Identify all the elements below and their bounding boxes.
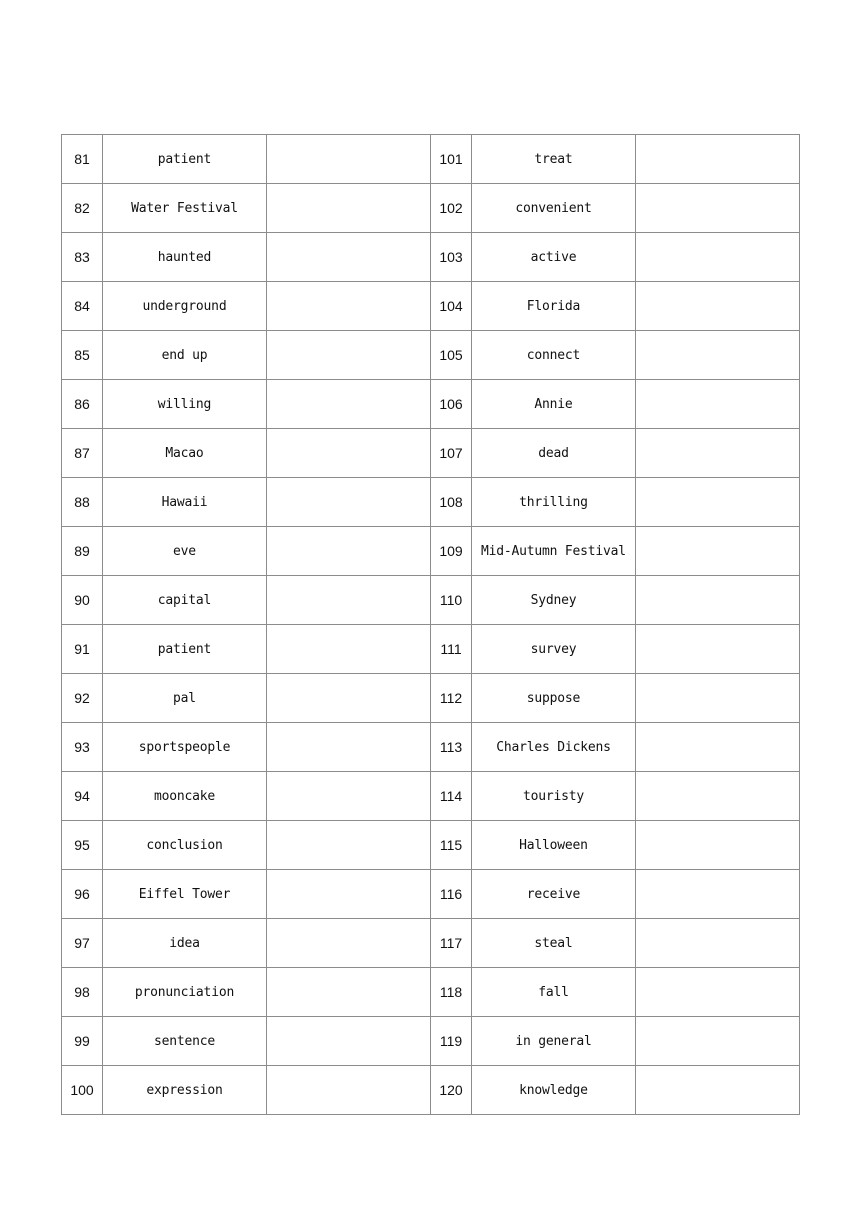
left-item-number: 92 — [62, 674, 103, 723]
left-item-number: 88 — [62, 478, 103, 527]
right-answer-blank — [636, 772, 800, 821]
right-vocabulary-word: survey — [472, 625, 636, 674]
right-answer-blank — [636, 331, 800, 380]
right-vocabulary-word: Annie — [472, 380, 636, 429]
right-answer-blank — [636, 282, 800, 331]
right-item-number: 118 — [431, 968, 472, 1017]
left-answer-blank — [267, 625, 431, 674]
left-vocabulary-word: Water Festival — [103, 184, 267, 233]
left-vocabulary-word: Macao — [103, 429, 267, 478]
vocabulary-table — [61, 134, 800, 1115]
right-item-number: 105 — [431, 331, 472, 380]
left-item-number: 87 — [62, 429, 103, 478]
table-row — [62, 184, 800, 233]
right-vocabulary-word: dead — [472, 429, 636, 478]
table-row — [62, 772, 800, 821]
right-vocabulary-word: Charles Dickens — [472, 723, 636, 772]
left-vocabulary-word: sentence — [103, 1017, 267, 1066]
table-row — [62, 919, 800, 968]
right-answer-blank — [636, 821, 800, 870]
left-item-number: 81 — [62, 135, 103, 184]
left-answer-blank — [267, 233, 431, 282]
right-item-number: 114 — [431, 772, 472, 821]
table-row — [62, 625, 800, 674]
right-answer-blank — [636, 380, 800, 429]
table-row — [62, 723, 800, 772]
left-answer-blank — [267, 429, 431, 478]
left-item-number: 98 — [62, 968, 103, 1017]
right-answer-blank — [636, 135, 800, 184]
table-row — [62, 870, 800, 919]
left-answer-blank — [267, 968, 431, 1017]
right-answer-blank — [636, 429, 800, 478]
left-vocabulary-word: pronunciation — [103, 968, 267, 1017]
left-answer-blank — [267, 135, 431, 184]
left-answer-blank — [267, 184, 431, 233]
right-answer-blank — [636, 625, 800, 674]
table-row — [62, 968, 800, 1017]
left-vocabulary-word: patient — [103, 625, 267, 674]
vocabulary-table-body — [62, 135, 800, 1115]
left-vocabulary-word: idea — [103, 919, 267, 968]
left-vocabulary-word: willing — [103, 380, 267, 429]
right-answer-blank — [636, 870, 800, 919]
left-item-number: 86 — [62, 380, 103, 429]
left-answer-blank — [267, 331, 431, 380]
right-answer-blank — [636, 968, 800, 1017]
right-item-number: 104 — [431, 282, 472, 331]
right-item-number: 119 — [431, 1017, 472, 1066]
left-vocabulary-word: expression — [103, 1066, 267, 1115]
left-vocabulary-word: Eiffel Tower — [103, 870, 267, 919]
right-vocabulary-word: convenient — [472, 184, 636, 233]
left-item-number: 84 — [62, 282, 103, 331]
left-answer-blank — [267, 919, 431, 968]
table-row — [62, 233, 800, 282]
right-item-number: 101 — [431, 135, 472, 184]
left-item-number: 95 — [62, 821, 103, 870]
right-vocabulary-word: fall — [472, 968, 636, 1017]
right-item-number: 110 — [431, 576, 472, 625]
left-answer-blank — [267, 1066, 431, 1115]
right-vocabulary-word: connect — [472, 331, 636, 380]
left-vocabulary-word: capital — [103, 576, 267, 625]
left-vocabulary-word: eve — [103, 527, 267, 576]
right-answer-blank — [636, 527, 800, 576]
left-answer-blank — [267, 282, 431, 331]
left-answer-blank — [267, 576, 431, 625]
table-row — [62, 135, 800, 184]
left-answer-blank — [267, 380, 431, 429]
left-answer-blank — [267, 527, 431, 576]
left-answer-blank — [267, 723, 431, 772]
left-answer-blank — [267, 674, 431, 723]
left-item-number: 93 — [62, 723, 103, 772]
left-answer-blank — [267, 478, 431, 527]
right-vocabulary-word: Florida — [472, 282, 636, 331]
table-row — [62, 1017, 800, 1066]
right-item-number: 117 — [431, 919, 472, 968]
left-item-number: 91 — [62, 625, 103, 674]
table-row — [62, 380, 800, 429]
right-item-number: 106 — [431, 380, 472, 429]
table-row — [62, 576, 800, 625]
left-vocabulary-word: sportspeople — [103, 723, 267, 772]
left-vocabulary-word: end up — [103, 331, 267, 380]
right-item-number: 115 — [431, 821, 472, 870]
right-vocabulary-word: Halloween — [472, 821, 636, 870]
right-item-number: 109 — [431, 527, 472, 576]
table-row — [62, 1066, 800, 1115]
right-vocabulary-word: touristy — [472, 772, 636, 821]
left-item-number: 90 — [62, 576, 103, 625]
right-item-number: 111 — [431, 625, 472, 674]
right-item-number: 112 — [431, 674, 472, 723]
left-item-number: 83 — [62, 233, 103, 282]
table-row — [62, 527, 800, 576]
left-item-number: 94 — [62, 772, 103, 821]
left-answer-blank — [267, 821, 431, 870]
right-answer-blank — [636, 184, 800, 233]
right-answer-blank — [636, 576, 800, 625]
right-vocabulary-word: receive — [472, 870, 636, 919]
right-vocabulary-word: Sydney — [472, 576, 636, 625]
right-vocabulary-word: steal — [472, 919, 636, 968]
table-row — [62, 478, 800, 527]
left-vocabulary-word: underground — [103, 282, 267, 331]
left-item-number: 97 — [62, 919, 103, 968]
left-vocabulary-word: haunted — [103, 233, 267, 282]
right-vocabulary-word: active — [472, 233, 636, 282]
table-row — [62, 331, 800, 380]
right-vocabulary-word: suppose — [472, 674, 636, 723]
right-item-number: 107 — [431, 429, 472, 478]
right-answer-blank — [636, 1066, 800, 1115]
table-row — [62, 282, 800, 331]
left-vocabulary-word: pal — [103, 674, 267, 723]
left-vocabulary-word: patient — [103, 135, 267, 184]
right-answer-blank — [636, 1017, 800, 1066]
right-vocabulary-word: treat — [472, 135, 636, 184]
left-item-number: 82 — [62, 184, 103, 233]
table-row — [62, 674, 800, 723]
right-item-number: 103 — [431, 233, 472, 282]
right-item-number: 113 — [431, 723, 472, 772]
right-vocabulary-word: thrilling — [472, 478, 636, 527]
right-item-number: 102 — [431, 184, 472, 233]
table-row — [62, 429, 800, 478]
left-vocabulary-word: conclusion — [103, 821, 267, 870]
right-item-number: 116 — [431, 870, 472, 919]
right-item-number: 120 — [431, 1066, 472, 1115]
left-answer-blank — [267, 1017, 431, 1066]
left-answer-blank — [267, 870, 431, 919]
left-item-number: 85 — [62, 331, 103, 380]
table-row — [62, 821, 800, 870]
left-answer-blank — [267, 772, 431, 821]
right-answer-blank — [636, 233, 800, 282]
right-vocabulary-word: Mid-Autumn Festival — [472, 527, 636, 576]
right-answer-blank — [636, 674, 800, 723]
left-item-number: 96 — [62, 870, 103, 919]
right-answer-blank — [636, 723, 800, 772]
left-item-number: 99 — [62, 1017, 103, 1066]
right-answer-blank — [636, 919, 800, 968]
right-vocabulary-word: in general — [472, 1017, 636, 1066]
left-vocabulary-word: Hawaii — [103, 478, 267, 527]
right-answer-blank — [636, 478, 800, 527]
right-item-number: 108 — [431, 478, 472, 527]
left-item-number: 100 — [62, 1066, 103, 1115]
left-item-number: 89 — [62, 527, 103, 576]
right-vocabulary-word: knowledge — [472, 1066, 636, 1115]
left-vocabulary-word: mooncake — [103, 772, 267, 821]
